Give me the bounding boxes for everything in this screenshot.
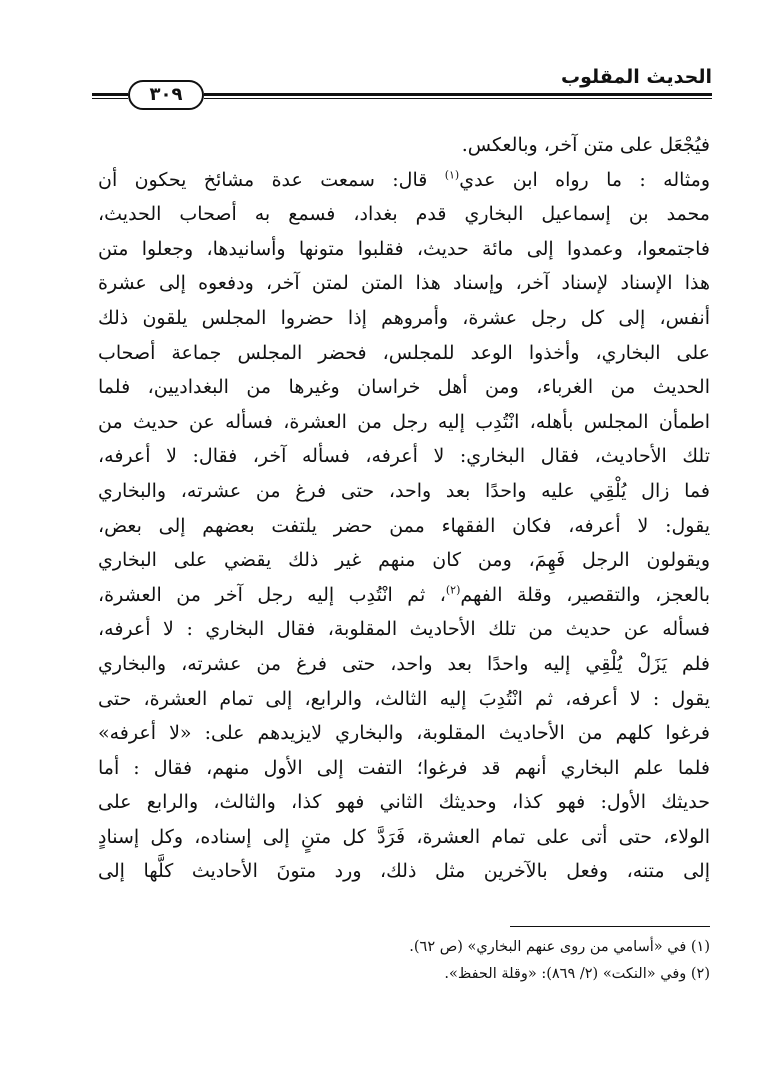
text-line: فيُجْعَل على متن آخر، وبالعكس. <box>461 134 710 156</box>
footnote-marker[interactable]: (٢) <box>445 583 461 597</box>
text-line: حديثك الأول: فهو كذا، وحديثك الثاني فهو كذا، والثالث، والرابع على <box>98 791 710 814</box>
header-rule <box>204 93 712 96</box>
text-line: فسأله عن حديث من تلك الأحاديث المقلوبة، فقال البخاري : لا أعرفه، <box>98 618 710 641</box>
page-header <box>92 62 712 106</box>
text-line: فلم يَزَلْ يُلْقِي إليه واحدًا بعد واحد، حتى فرغ من عشرته، والبخاري <box>98 652 710 675</box>
text-line: يقول : لا أعرفه، ثم انْتُدِبَ إليه الثالث، والرابع، إلى تمام العشرة، حتى <box>98 687 710 710</box>
text-segment: قال: سمعت عدة مشائخ يحكون أن <box>98 168 445 191</box>
footnote-2: (٢) وفي «النكت» (٢/ ٨٦٩): «وقلة الحفظ». <box>444 966 710 982</box>
text-line: يقول: لا أعرفه، فكان الفقهاء ممن حضر يلتفت بعضهم إلى بعض، <box>98 514 710 537</box>
footnote-separator <box>510 926 710 927</box>
text-segment: ومثاله : ما رواه ابن عدي <box>459 168 710 191</box>
text-line: محمد بن إسماعيل البخاري قدم بغداد، فسمع به أصحاب الحديث، <box>98 203 710 226</box>
text-line: الحديث من الغرباء، ومن أهل خراسان وغيرها من البغداديين، فلما <box>98 376 710 399</box>
text-line: إلى متنه، وفعل بالآخرين مثل ذلك، ورد متونَ الأحاديث كلَّها إلى <box>98 860 710 883</box>
text-line: ويقولون الرجل فَهِمَ، ومن كان منهم غير ذلك يقضي على البخاري <box>98 549 710 572</box>
text-line <box>98 578 710 613</box>
text-line: أنفس، إلى كل رجل عشرة، وأمروهم إذا حضروا المجلس يلقون ذلك <box>98 306 710 329</box>
header-rule-thin <box>204 98 712 99</box>
text-line: فلما علم البخاري أنهم قد فرغوا؛ التفت إلى الأول منهم، فقال : أما <box>98 756 710 779</box>
text-segment: بالعجز، والتقصير، وقلة الفهم <box>460 583 710 606</box>
footnote-marker[interactable]: (١) <box>444 168 460 182</box>
page-number: ٣٠٩ <box>128 80 204 110</box>
footnotes <box>98 934 710 988</box>
text-line <box>98 163 710 198</box>
text-line: على البخاري، وأخذوا الوعد للمجلس، فحضر المجلس جماعة أصحاب <box>98 341 710 364</box>
header-rule-left <box>92 93 128 96</box>
text-line: فما زال يُلْقِي عليه واحدًا بعد واحد، حتى فرغ من عشرته، والبخاري <box>98 479 710 502</box>
header-rule-left-thin <box>92 98 128 99</box>
text-line: تلك الأحاديث، فقال البخاري: لا أعرفه، فسأله آخر، فقال: لا أعرفه، <box>98 445 710 468</box>
text-line: اطمأن المجلس بأهله، انْتُدِب إليه رجل من العشرة، فسأله عن حديث من <box>98 410 710 433</box>
running-title: الحديث المقلوب <box>561 66 712 88</box>
text-line: الولاء، حتى أتى على تمام العشرة، فَرَدَّ كل متنٍ إلى إسناده، وكل إسنادٍ <box>98 825 710 848</box>
footnote-1: (١) في «أسامي من روى عنهم البخاري» (ص ٦٢). <box>409 939 710 955</box>
text-line: فرغوا كلهم من الأحاديث المقلوبة، والبخاري لايزيدهم على: «لا أعرفه» <box>98 722 710 745</box>
text-line: هذا الإسناد لإسناد آخر، وإسناد هذا المتن لمتن آخر، ودفعوه إلى عشرة <box>98 272 710 295</box>
text-segment: ، ثم انْتُدِب إليه رجل آخر من العشرة، <box>98 583 446 606</box>
text-line: فاجتمعوا، وعمدوا إلى مائة حديث، فقلبوا متونها وأسانيدها، وجعلوا متن <box>98 237 710 260</box>
main-text <box>98 128 710 889</box>
